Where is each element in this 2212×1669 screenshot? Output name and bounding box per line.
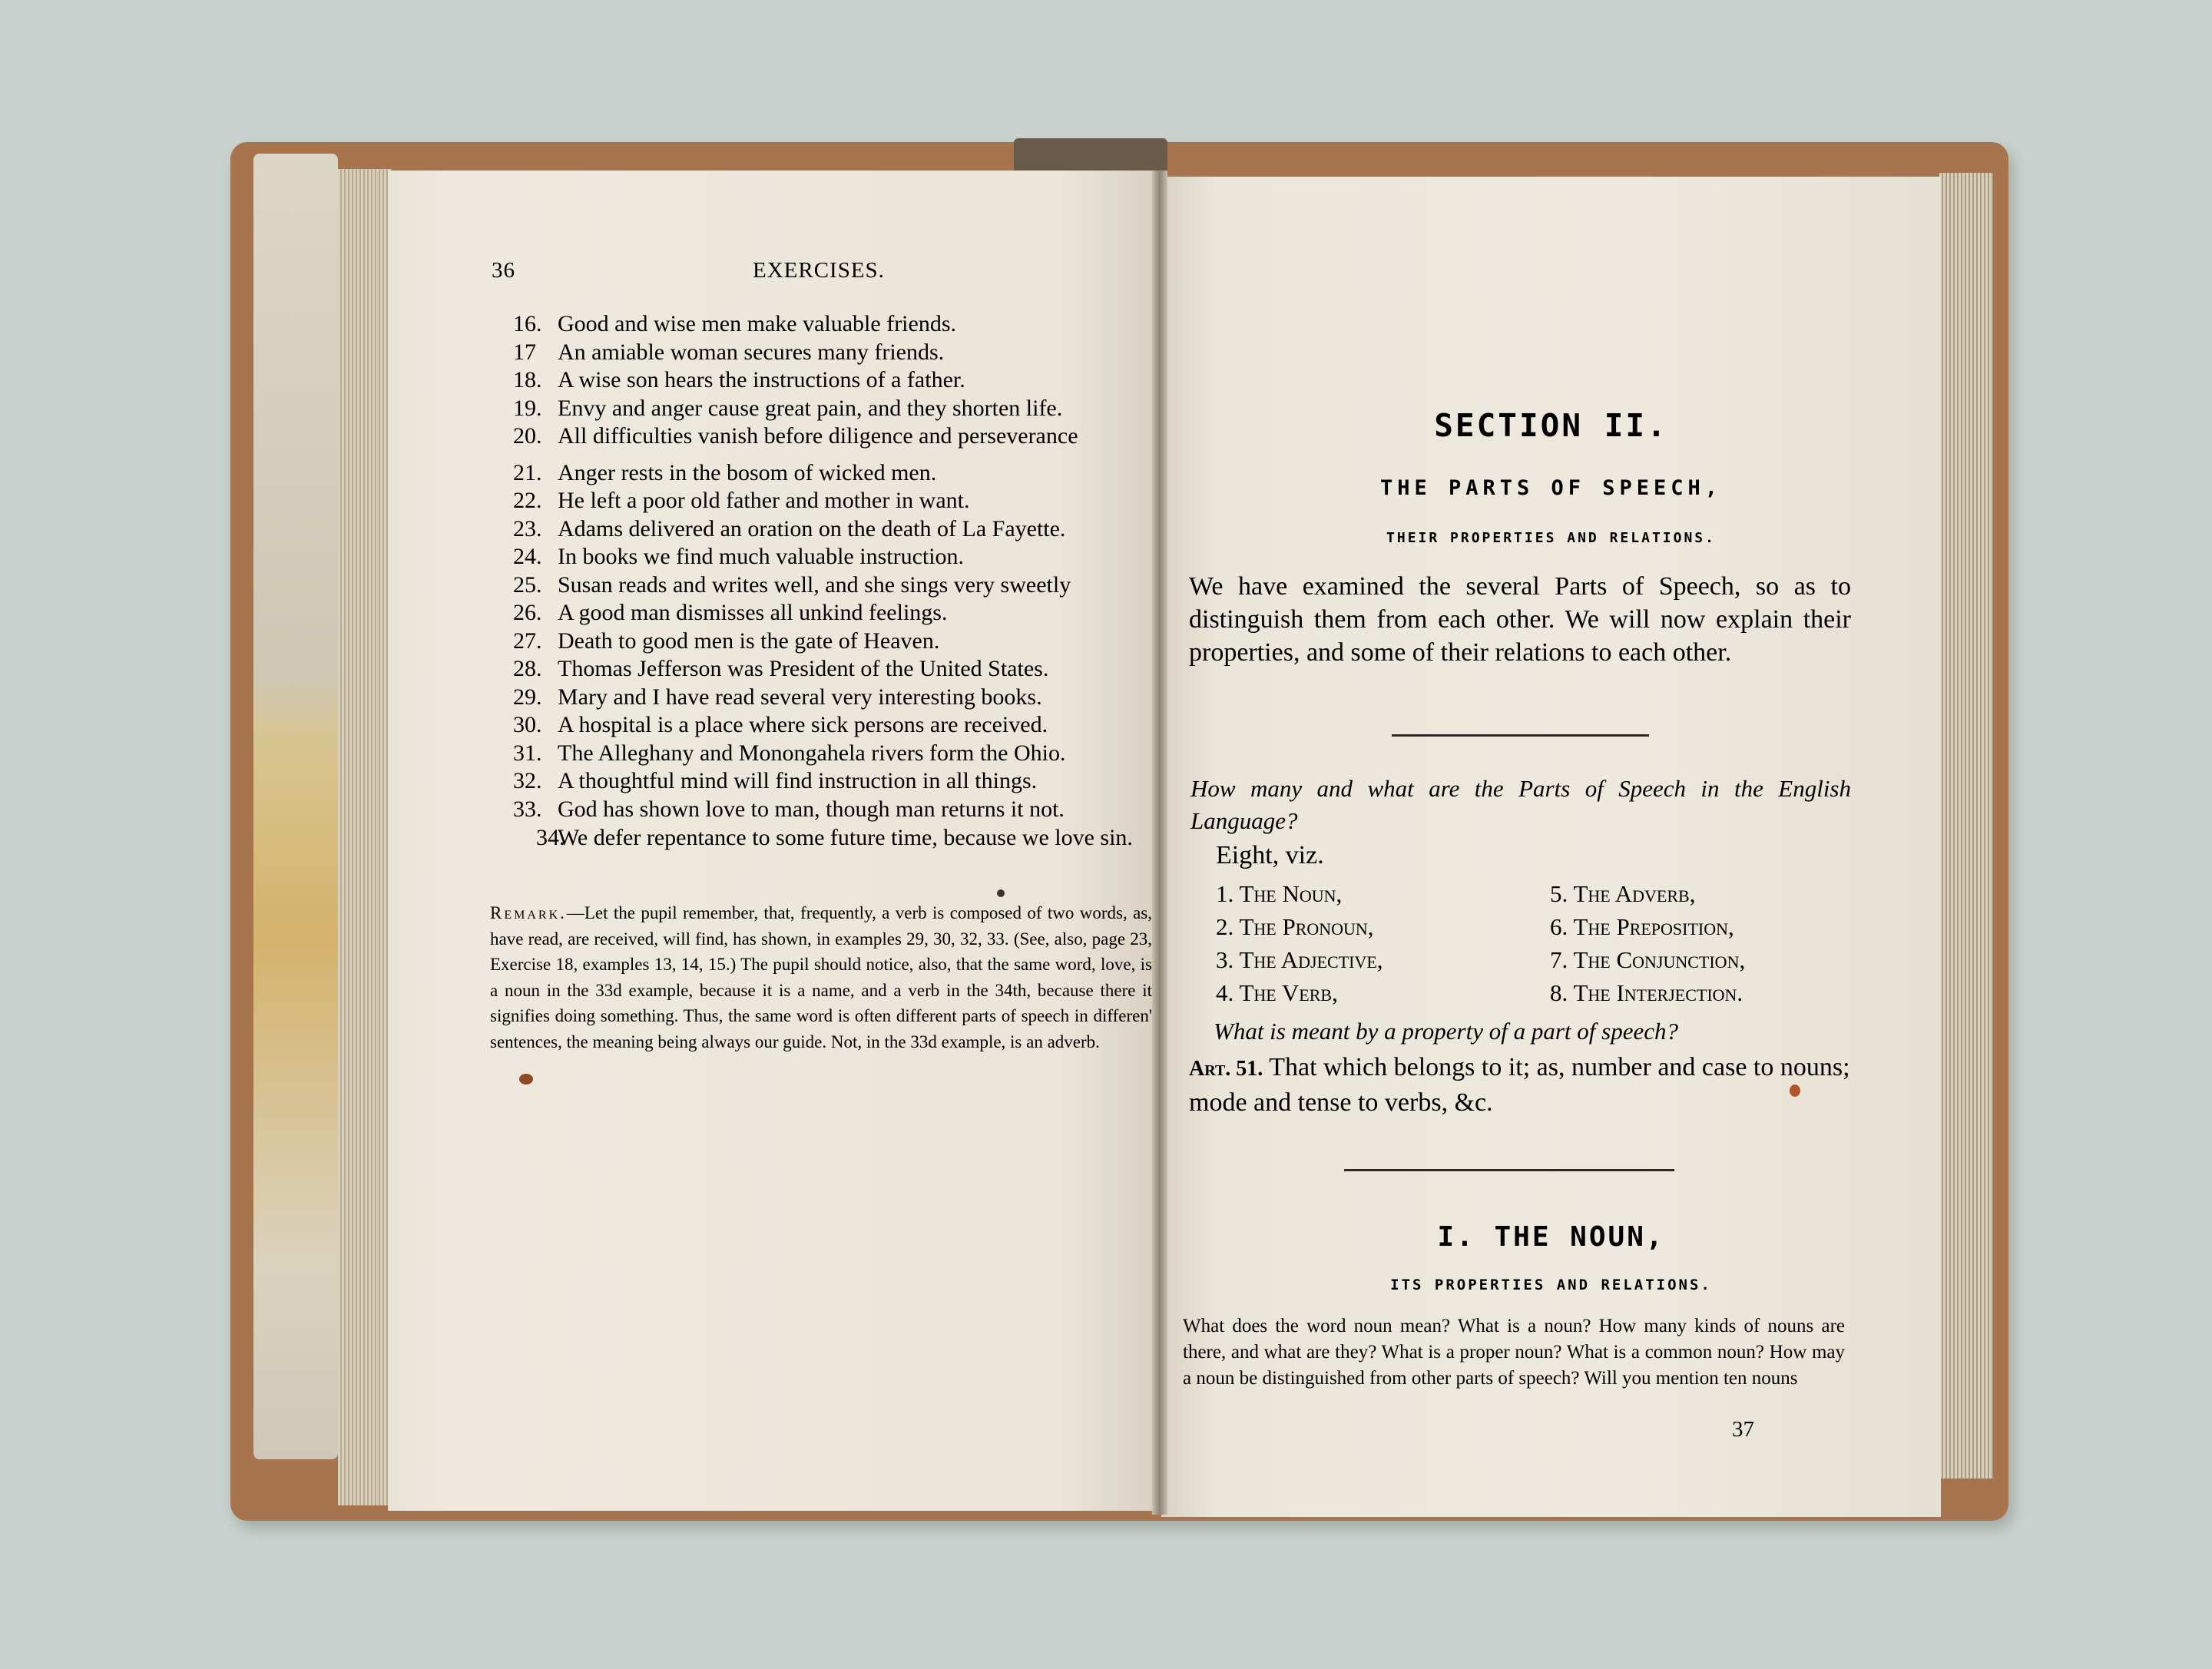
ink-stain [1790,1085,1800,1097]
part-item: 8. The Interjection. [1550,979,1743,1006]
parts-list-col-1 [1216,877,1383,1009]
exercise-item: 30. A hospital is a place where sick persons are received. [513,712,1048,737]
parts-question: How many and what are the Parts of Speech in the English Language? [1190,775,1851,834]
remark-text: —Let the pupil remember, that, frequently, a verb is composed of two words, as, have read, are received, will find, has shown, in examples 29, 30, 32, 33. (See, also, page 23, Exercise 18, examples 13, 14, 15.) The pupil should notice, also, that the same word, love, is a noun in the 33d example, because it is a name, and a verb in the 34th, because there it signifies doing something. Thus, the same word is often different parts of speech in differen' sentences, the meaning being always our guide. Not, in the 33d example, is an adverb. [490,903,1152,1051]
exercise-list [513,311,1151,852]
part-item: 2. The Pronoun, [1216,913,1374,940]
part-item: 3. The Adjective, [1216,946,1383,973]
exercise-item: 33. God has shown love to man, though man returns it not. [513,796,1065,822]
article-label: Art. 51. [1189,1057,1263,1081]
noun-subtitle: ITS PROPERTIES AND RELATIONS. [1390,1277,1712,1293]
section-subtitle: THE PARTS OF SPEECH, [1379,476,1723,500]
article-51 [1189,1051,1851,1120]
book-gutter [1152,171,1167,1515]
ink-dot [997,889,1005,897]
ink-stain [519,1074,533,1085]
answer-intro: Eight, viz. [1216,841,1324,869]
exercise-item: 21. Anger rests in the bosom of wicked men. [513,459,937,485]
exercise-item: 17 An amiable woman secures many friends. [513,339,945,365]
exercise-item: 19. Envy and anger cause great pain, and they shorten life. [513,395,1063,421]
exercise-item: 34.We defer repentance to some future time, because we love sin. [536,825,1133,850]
part-item: 5. The Adverb, [1550,880,1696,907]
divider-rule [1344,1169,1674,1171]
exercise-item: 25. Susan reads and writes well, and she sings very sweetly [513,571,1071,598]
article-text: That which belongs to it; as, number and case to nouns; mode and tense to verbs, &c. [1189,1053,1850,1117]
exercise-item: 31. The Alleghany and Monongahela rivers form the Ohio. [513,740,1066,766]
noun-title: I. THE NOUN, [1437,1221,1665,1253]
section-subtitle-2: THEIR PROPERTIES AND RELATIONS. [1386,530,1716,546]
noun-questions: What does the word noun mean? What is a noun? How many kinds of nouns are there, and what are they? What is a proper noun? What is a common noun? How may a noun be distinguished from other parts of speech? Will you mention ten nouns [1183,1316,1845,1389]
right-page-number: 37 [1732,1417,1754,1442]
part-item: 1. The Noun, [1216,880,1343,907]
exercise-item: 16. Good and wise men make valuable friends. [513,311,957,336]
divider-rule [1392,734,1649,737]
remark-label: Remark. [490,903,567,922]
left-page-edges [338,169,392,1505]
left-page-title: EXERCISES. [753,258,885,283]
left-page-number: 36 [492,258,515,283]
exercise-item: 24. In books we find much valuable instruction. [513,544,965,569]
exercise-item: 28. Thomas Jefferson was President of the United States. [513,656,1049,681]
parts-list-col-2 [1550,877,1745,1009]
part-item: 7. The Conjunction, [1550,946,1746,973]
exercise-item: 27. Death to good men is the gate of Heaven. [513,628,940,654]
property-question: What is meant by a property of a part of speech? [1214,1018,1678,1045]
exercise-item: 26. A good man dismisses all unkind feelings. [513,600,948,625]
remark-paragraph [490,900,1152,1055]
exercise-item: 18. A wise son hears the instructions of a father. [513,367,965,392]
exercise-item: 20. All difficulties vanish before diligence and perseverance [513,423,1078,449]
exercise-item: 32. A thoughtful mind will find instruction in all things. [513,768,1038,793]
exercise-item: 23. Adams delivered an oration on the death of La Fayette. [513,515,1066,541]
intro-paragraph: We have examined the several Parts of Speech, so as to distinguish them from each other. We will now explain their properties, and some of their relations to each other. [1189,572,1851,667]
exercise-item: 29. Mary and I have read several very interesting books. [513,684,1042,710]
part-item: 6. The Preposition, [1550,913,1734,940]
section-title: SECTION II. [1434,407,1668,444]
right-page-edges [1939,173,1993,1479]
torn-endpaper [253,154,338,1459]
part-item: 4. The Verb, [1216,979,1338,1006]
exercise-item: 22. He left a poor old father and mother in want. [513,488,970,513]
